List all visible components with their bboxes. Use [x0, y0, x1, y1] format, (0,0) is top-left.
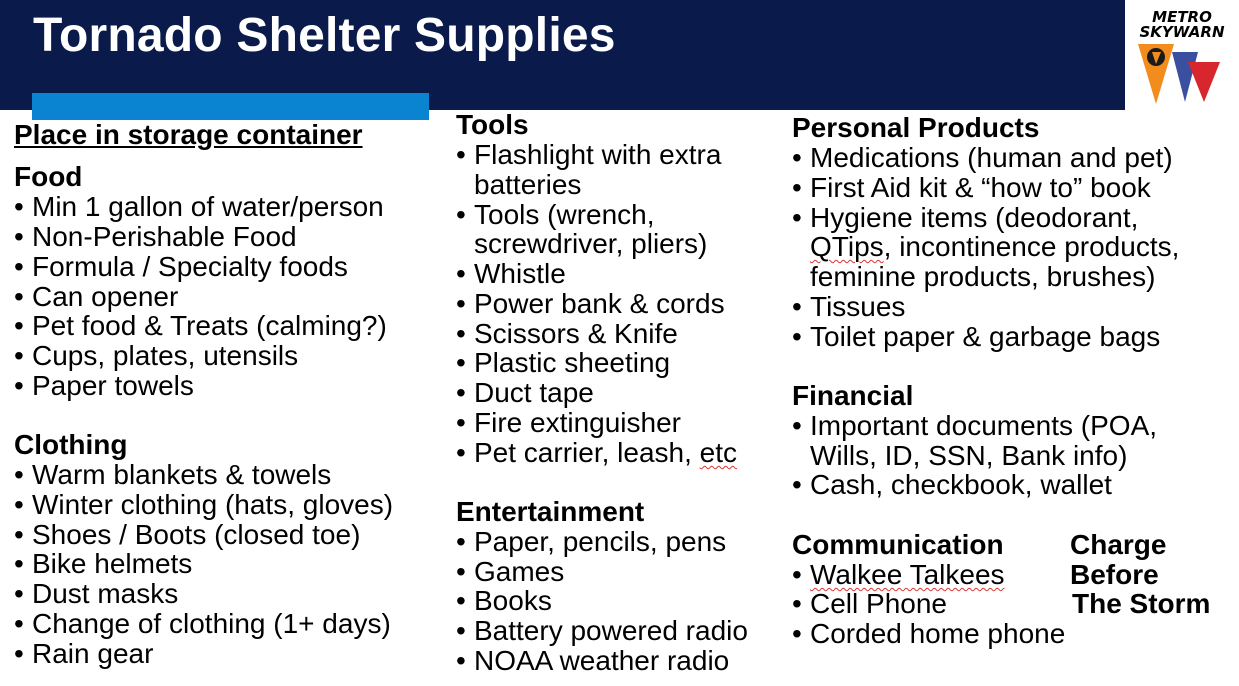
bullet: •	[456, 615, 466, 646]
list-item	[456, 586, 552, 616]
list-item-text: Duct tape	[474, 377, 594, 408]
bullet: •	[14, 608, 24, 639]
charge-note-line: Before	[1070, 559, 1159, 590]
bullet: •	[456, 556, 466, 587]
list-item-continuation: screwdriver, pliers)	[474, 228, 708, 259]
tools-heading: Tools	[456, 109, 529, 140]
bullet: •	[792, 291, 802, 322]
metro-skywarn-logo	[1128, 8, 1236, 106]
list-item	[14, 639, 153, 669]
list-item	[792, 560, 1005, 590]
page-title: Tornado Shelter Supplies	[33, 9, 616, 62]
bullet: •	[14, 638, 24, 669]
storage-subtitle: Place in storage container	[14, 119, 363, 150]
bullet: •	[14, 191, 24, 222]
list-item-text: Scissors & Knife	[474, 318, 678, 349]
list-item	[456, 140, 721, 170]
list-item	[14, 282, 178, 312]
bullet: •	[456, 377, 466, 408]
bullet: •	[14, 310, 24, 341]
list-item	[456, 289, 725, 319]
list-item-text: First Aid kit & “how to” book	[810, 172, 1151, 203]
logo-text-skywarn: SKYWARN	[1139, 23, 1225, 41]
list-item	[456, 378, 594, 408]
list-item	[14, 460, 331, 490]
list-item-text: Important documents (POA,	[810, 410, 1158, 441]
list-item-text: NOAA weather radio	[474, 645, 730, 676]
bullet: •	[456, 139, 466, 170]
list-item	[792, 292, 905, 322]
list-item-text-spellcheck: etc	[699, 437, 738, 468]
list-item	[456, 438, 737, 468]
list-item-text: Games	[474, 556, 565, 587]
bullet: •	[456, 437, 466, 468]
list-item	[456, 646, 729, 676]
bullet: •	[456, 347, 466, 378]
financial-heading: Financial	[792, 380, 914, 411]
charge-note-line: The Storm	[1072, 588, 1211, 619]
list-item	[14, 490, 393, 520]
list-item	[14, 311, 387, 341]
list-item-text-spellcheck: QTips	[810, 231, 884, 262]
list-item-text: Change of clothing (1+ days)	[32, 608, 391, 639]
bullet: •	[14, 548, 24, 579]
list-item-text: Pet food & Treats (calming?)	[32, 310, 387, 341]
bullet: •	[14, 519, 24, 550]
list-item-text: , incontinence products,	[883, 231, 1180, 262]
list-item-text: Min 1 gallon of water/person	[32, 191, 384, 222]
communication-heading: Communication	[792, 529, 1004, 560]
bullet: •	[456, 288, 466, 319]
list-item-text: Paper, pencils, pens	[474, 526, 727, 557]
list-item-text: Power bank & cords	[474, 288, 725, 319]
bullet: •	[792, 172, 802, 203]
list-item-text: Tissues	[810, 291, 906, 322]
list-item	[14, 371, 194, 401]
list-item-text: Flashlight with extra	[474, 139, 722, 170]
bullet: •	[14, 459, 24, 490]
bullet: •	[14, 340, 24, 371]
bullet: •	[456, 199, 466, 230]
list-item	[792, 143, 1173, 173]
list-item	[14, 579, 178, 609]
bullet: •	[14, 281, 24, 312]
bullet: •	[792, 142, 802, 173]
list-item	[456, 259, 566, 289]
bullet: •	[14, 370, 24, 401]
bullet: •	[14, 251, 24, 282]
list-item-text: Rain gear	[32, 638, 154, 669]
accent-bar	[32, 93, 429, 120]
bullet: •	[792, 202, 802, 233]
bullet: •	[792, 469, 802, 500]
list-item-text: Dust masks	[32, 578, 179, 609]
list-item	[456, 616, 748, 646]
list-item-text: Bike helmets	[32, 548, 193, 579]
bullet: •	[456, 645, 466, 676]
bullet: •	[456, 526, 466, 557]
list-item-text: Fire extinguisher	[474, 407, 681, 438]
list-item-text: Tools (wrench,	[474, 199, 655, 230]
food-heading: Food	[14, 161, 83, 192]
list-item	[14, 341, 298, 371]
list-item	[14, 192, 384, 222]
list-item-text: Formula / Specialty foods	[32, 251, 348, 282]
list-item	[792, 203, 1138, 233]
list-item-continuation	[792, 232, 1179, 262]
list-item-text: Can opener	[32, 281, 179, 312]
bullet: •	[456, 407, 466, 438]
logo-text-metro: METRO	[1152, 8, 1212, 26]
list-item-text: Books	[474, 585, 552, 616]
list-item	[14, 520, 360, 550]
list-item-continuation: feminine products, brushes)	[810, 261, 1156, 292]
list-item-text: Non-Perishable Food	[32, 221, 297, 252]
list-item	[792, 619, 1065, 649]
list-item-text: Battery powered radio	[474, 615, 748, 646]
list-item-text: Whistle	[474, 258, 566, 289]
list-item-text: Toilet paper & garbage bags	[810, 321, 1161, 352]
bullet: •	[792, 618, 802, 649]
list-item-text: Hygiene items (deodorant,	[810, 202, 1139, 233]
list-item	[792, 589, 947, 619]
personal-products-heading: Personal Products	[792, 112, 1040, 143]
list-item-text: Plastic sheeting	[474, 347, 671, 378]
list-item	[456, 348, 670, 378]
bullet: •	[14, 489, 24, 520]
bullet: •	[792, 559, 802, 590]
clothing-heading: Clothing	[14, 429, 128, 460]
bullet: •	[792, 321, 802, 352]
charge-note-line: Charge	[1070, 529, 1167, 560]
bullet: •	[792, 588, 802, 619]
bullet: •	[792, 410, 802, 441]
list-item	[14, 549, 192, 579]
list-item	[456, 319, 678, 349]
list-item-text: Medications (human and pet)	[810, 142, 1173, 173]
list-item-continuation: batteries	[474, 169, 582, 200]
list-item-text: Pet carrier, leash,	[474, 437, 700, 468]
list-item	[792, 411, 1157, 441]
list-item	[456, 527, 726, 557]
list-item-continuation: Wills, ID, SSN, Bank info)	[810, 440, 1128, 471]
list-item-text: Cell Phone	[810, 588, 947, 619]
bullet: •	[456, 585, 466, 616]
list-item-text: Winter clothing (hats, gloves)	[32, 489, 394, 520]
list-item	[792, 322, 1160, 352]
list-item	[14, 252, 348, 282]
list-item	[792, 470, 1112, 500]
bullet: •	[14, 221, 24, 252]
list-item-text: Cups, plates, utensils	[32, 340, 299, 371]
list-item-text: Shoes / Boots (closed toe)	[32, 519, 361, 550]
list-item	[14, 222, 297, 252]
list-item-text: Corded home phone	[810, 618, 1066, 649]
bullet: •	[456, 318, 466, 349]
list-item-text: Cash, checkbook, wallet	[810, 469, 1112, 500]
list-item	[792, 173, 1151, 203]
list-item	[456, 557, 564, 587]
list-item	[14, 609, 391, 639]
list-item	[456, 408, 681, 438]
entertainment-heading: Entertainment	[456, 496, 645, 527]
bullet: •	[456, 258, 466, 289]
list-item	[456, 200, 655, 230]
list-item-text: Warm blankets & towels	[32, 459, 332, 490]
list-item-text: Walkee Talkees	[810, 559, 1005, 590]
logo-triangles-icon	[1128, 8, 1236, 106]
list-item-text: Paper towels	[32, 370, 194, 401]
bullet: •	[14, 578, 24, 609]
